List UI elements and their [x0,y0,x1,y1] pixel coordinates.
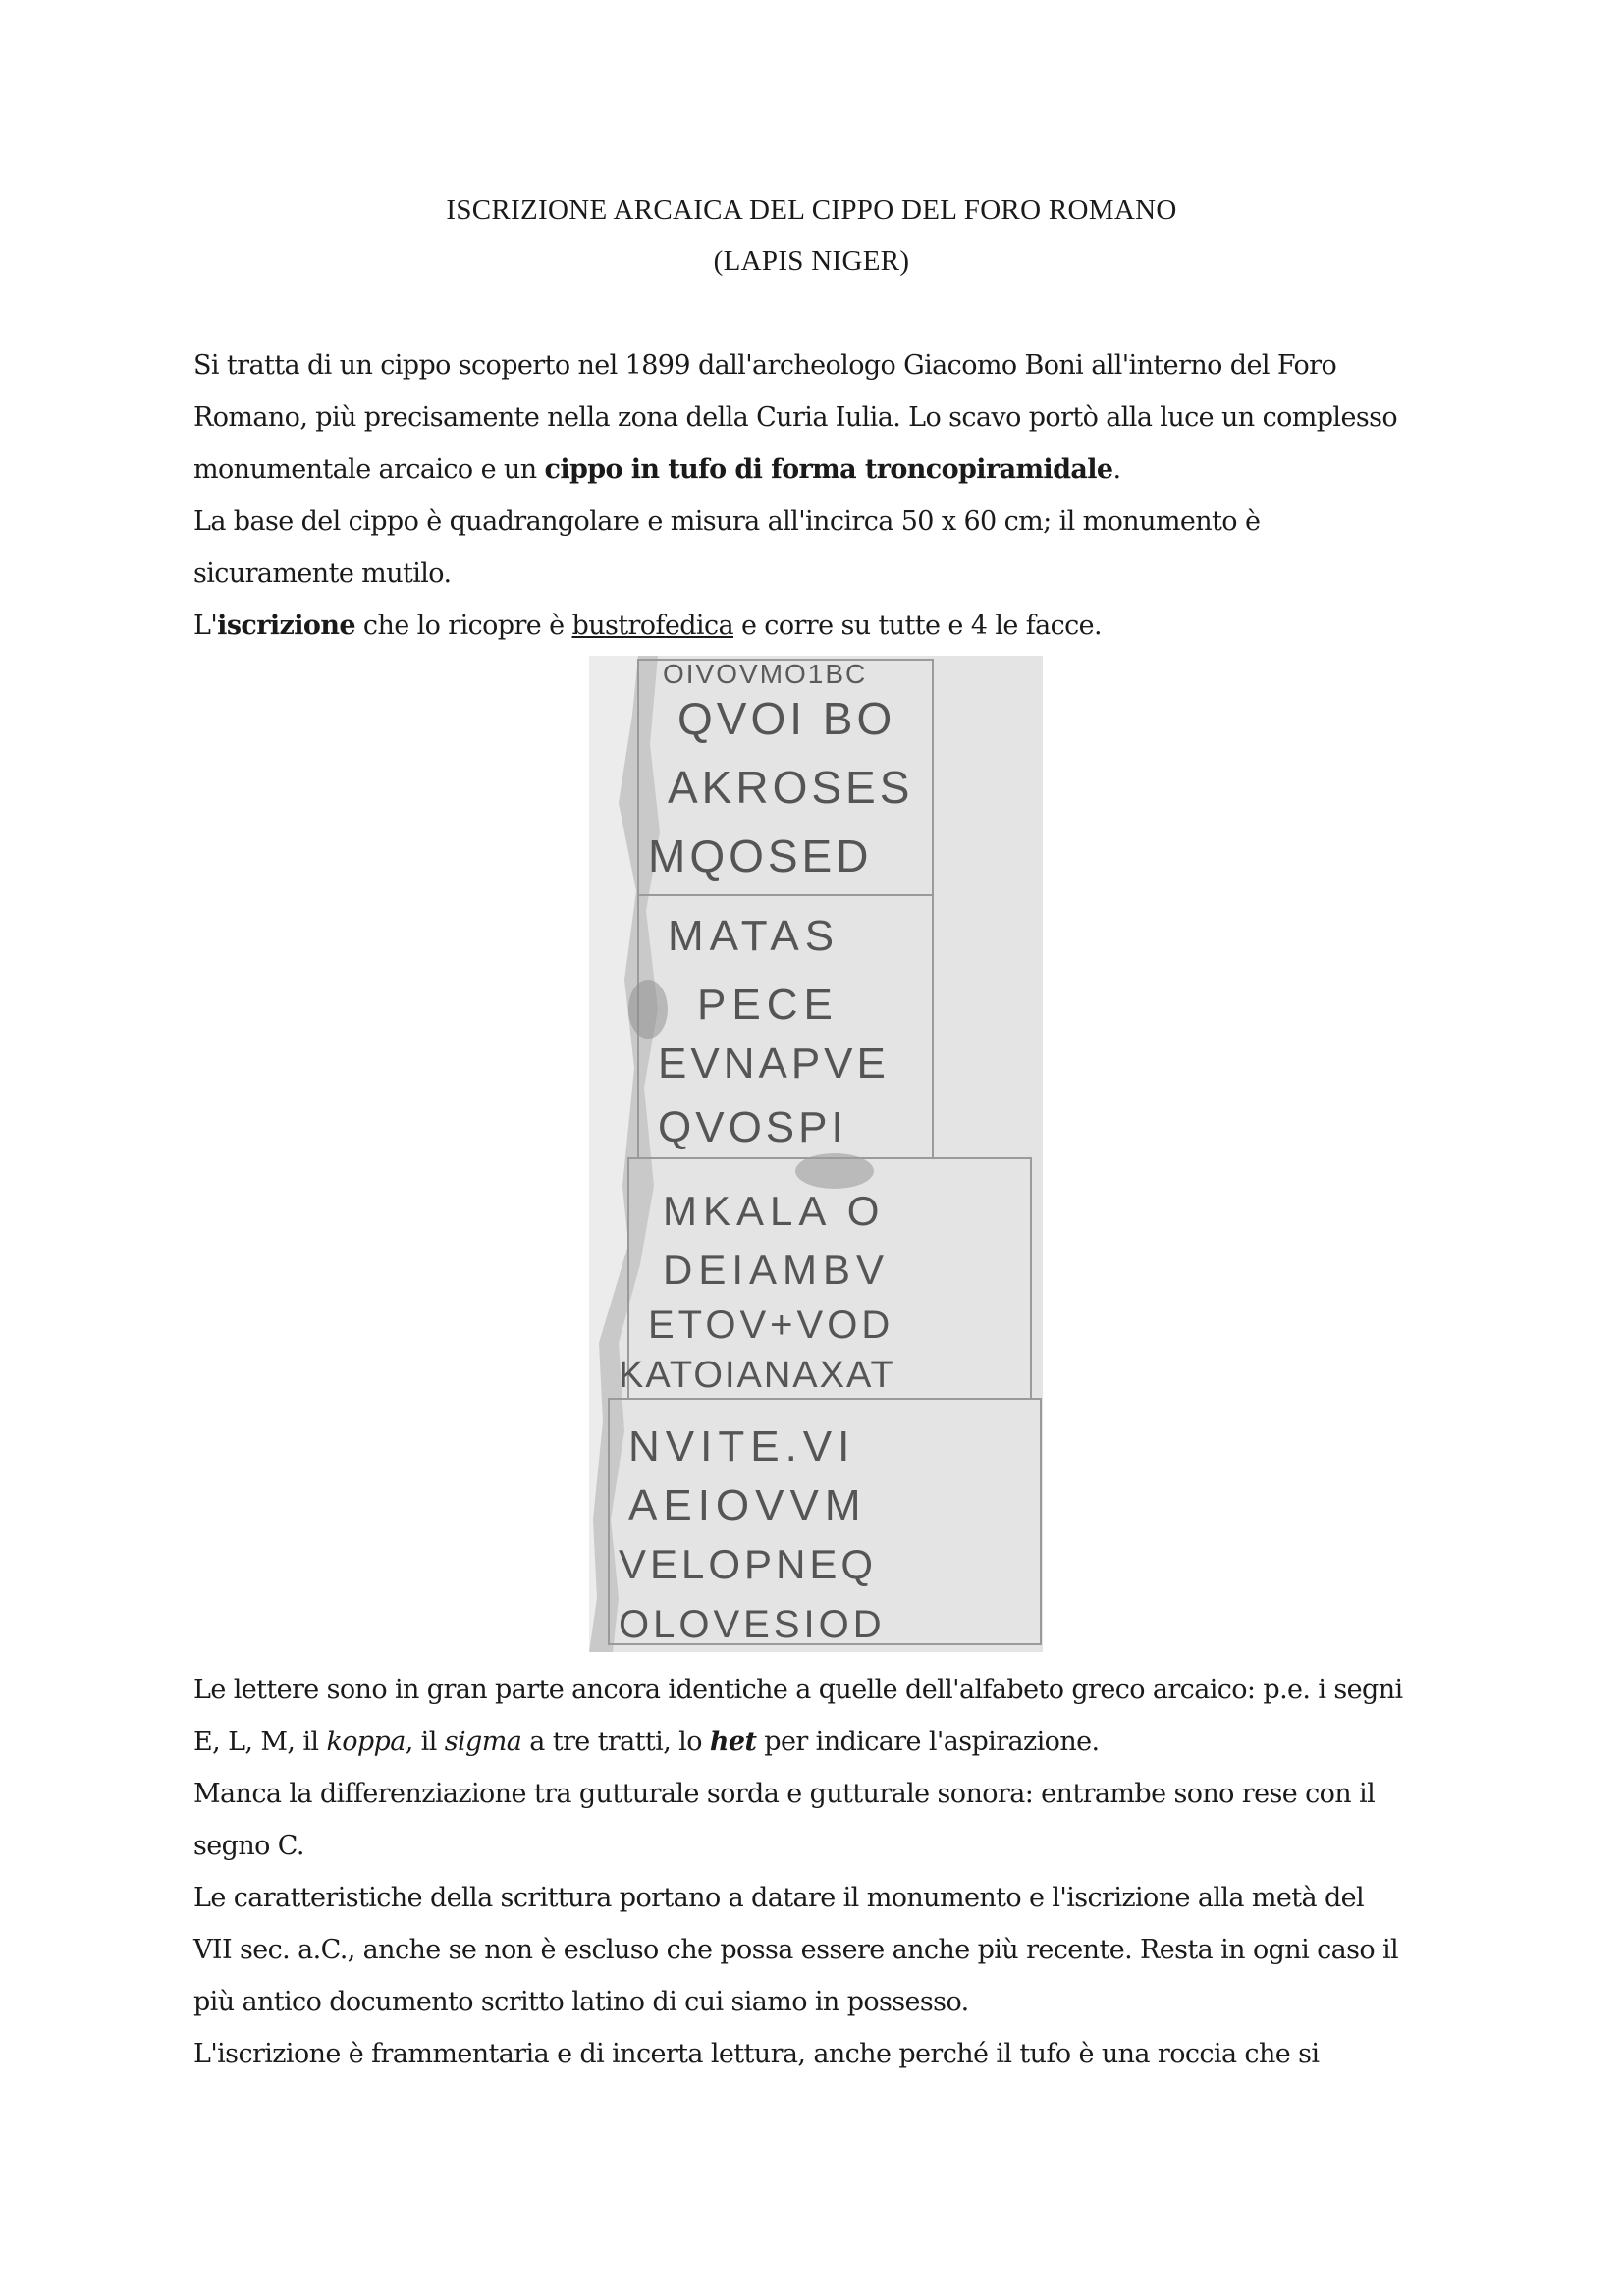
inscription-line: NVITE.VI [628,1422,856,1470]
inscription-line: KATOIANAXAT [619,1355,895,1396]
italic-term: sigma [444,1727,522,1757]
text-line: Le lettere sono in gran parte ancora identiche a quelle dell'alfabeto greco arcaico: p.e. i segni [193,1675,1403,1705]
inscription-line: OLOVESIOD [619,1603,886,1646]
inscription-line: EVNAPVE [658,1040,890,1088]
text-line: Le caratteristiche della scrittura portano a datare il monumento e l'iscrizione alla metà del [193,1883,1365,1913]
underlined-term: bustrofedica [571,611,733,641]
inscription-line: VELOPNEQ [619,1541,878,1587]
inscription-line: QVOI BO [677,693,896,744]
text-line: VII sec. a.C., anche se non è escluso che possa essere anche più recente. Resta in ogni caso il [193,1935,1399,1965]
document-subtitle: (LAPIS NIGER) [713,245,910,277]
text-line: La base del cippo è quadrangolare e misura all'incirca 50 x 60 cm; il monumento è [193,507,1261,537]
inscription-line: AKROSES [668,762,914,813]
document-title: ISCRIZIONE ARCAICA DEL CIPPO DEL FORO ROMANO [446,194,1177,226]
bold-phrase: cippo in tufo di forma troncopiramidale [544,454,1113,485]
text-line: Si tratta di un cippo scoperto nel 1899 dall'archeologo Giacomo Boni all'interno del Foro [193,350,1337,381]
text-line: monumentale arcaico e un cippo in tufo di forma troncopiramidale. [193,454,1121,485]
inscription-line: PECE [697,981,839,1029]
cippus-photo [589,656,1043,1652]
inscription-line: MATAS [668,912,840,960]
text-line: Manca la differenziazione tra gutturale sorda e gutturale sonora: entrambe sono rese con il [193,1779,1376,1809]
inscription-line: AEIOVVM [628,1481,867,1529]
body-paragraph [193,1664,1460,2080]
text-line: segno C. [193,1831,304,1861]
italic-term: koppa [326,1727,406,1757]
text-line: sicuramente mutilo. [193,559,452,589]
text-line: E, L, M, il koppa, il sigma a tre tratti, lo het per indicare l'aspirazione. [193,1727,1100,1757]
text-line: L'iscrizione che lo ricopre è bustrofedica e corre su tutte e 4 le facce. [193,611,1103,641]
bold-term: iscrizione [217,611,355,641]
text-line: più antico documento scritto latino di cui siamo in possesso. [193,1987,969,2017]
text-line: L'iscrizione è frammentaria e di incerta lettura, anche perché il tufo è una roccia che si [193,2039,1320,2069]
inscription-line: MQOSED [648,830,873,881]
inscription-line: QVOSPI [658,1103,847,1151]
bold-italic-term: het [709,1727,757,1757]
inscription-line: MKALA O [663,1188,886,1234]
inscription-line: ETOV+VOD [648,1304,894,1347]
inscription-line: OIVOVMO1BC [663,659,868,689]
inscription-drawing [589,656,1043,1652]
inscription-line: DEIAMBV [663,1247,891,1293]
text-line: Romano, più precisamente nella zona della Curia Iulia. Lo scavo portò alla luce un complesso [193,402,1398,433]
intro-paragraph [193,340,1460,652]
